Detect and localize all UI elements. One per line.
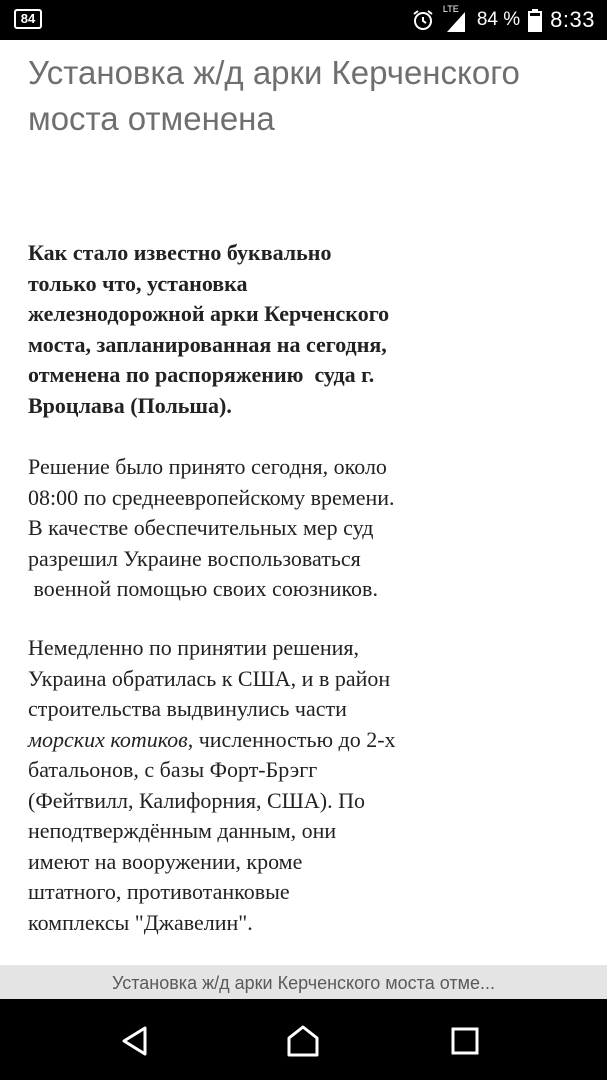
- article-content[interactable]: [0, 40, 607, 965]
- text-line: только что, установка: [28, 270, 248, 296]
- text-line: Как стало известно буквально: [28, 240, 332, 265]
- text-line: отменена по распоряжению суда г.: [28, 362, 375, 387]
- text-line: имеют на вооружении, кроме: [28, 848, 303, 874]
- battery-icon: [528, 8, 542, 32]
- text-line: неподтверждённым данным, они: [28, 818, 337, 843]
- status-bar: [0, 0, 607, 40]
- back-button[interactable]: [115, 1021, 155, 1061]
- text-line: штатного, противотанковые: [28, 879, 290, 904]
- text-line: военной помощью своих союзников.: [28, 576, 378, 601]
- text-line: Вроцлава (Польша).: [28, 392, 232, 418]
- text-line: (Фейтвилл, Калифорния, США). По: [28, 787, 365, 813]
- navigation-bar: [0, 999, 607, 1080]
- notification-count-icon: 84: [14, 9, 42, 29]
- signal-icon: [443, 0, 469, 40]
- article-title: Установка ж/д арки Керченского моста отменена: [28, 54, 520, 137]
- text-line: разрешил Украине воспользоваться: [28, 545, 361, 571]
- article-paragraph-3: [28, 633, 498, 938]
- home-button[interactable]: [283, 1021, 323, 1061]
- text-line: строительства выдвинулись части: [28, 696, 347, 721]
- article-lead: [28, 238, 498, 421]
- recent-apps-button[interactable]: [445, 1021, 485, 1061]
- page-title-bar[interactable]: Установка ж/д арки Керченского моста отме...: [0, 965, 607, 999]
- recent-apps-icon: [450, 1026, 480, 1056]
- text-line: комплексы "Джавелин".: [28, 909, 253, 935]
- status-indicators: [411, 0, 595, 40]
- text-line: 08:00 по среднеевропейскому времени.: [28, 484, 395, 510]
- text-line: Немедленно по принятии решения,: [28, 635, 360, 660]
- clock: 8:33: [550, 7, 595, 32]
- network-type: LTE: [442, 4, 459, 14]
- text-line: , численностью до 2-х: [187, 726, 396, 752]
- back-icon: [118, 1024, 152, 1058]
- text-line: железнодорожной арки Керченского: [28, 301, 390, 326]
- article-paragraph-2: [28, 452, 498, 605]
- battery-percent: 84 %: [476, 9, 521, 30]
- text-line: моста, запланированная на сегодня,: [28, 331, 387, 357]
- home-icon: [285, 1023, 321, 1059]
- text-line: Украина обратилась к США, и в район: [28, 665, 391, 691]
- text-line: батальонов, с базы Форт-Брэгг: [28, 757, 318, 782]
- text-line: В качестве обеспечительных мер суд: [28, 515, 374, 540]
- italic-phrase: морских котиков: [28, 726, 188, 752]
- text-line: Решение было принято сегодня, около: [28, 454, 387, 479]
- alarm-icon: [411, 8, 435, 32]
